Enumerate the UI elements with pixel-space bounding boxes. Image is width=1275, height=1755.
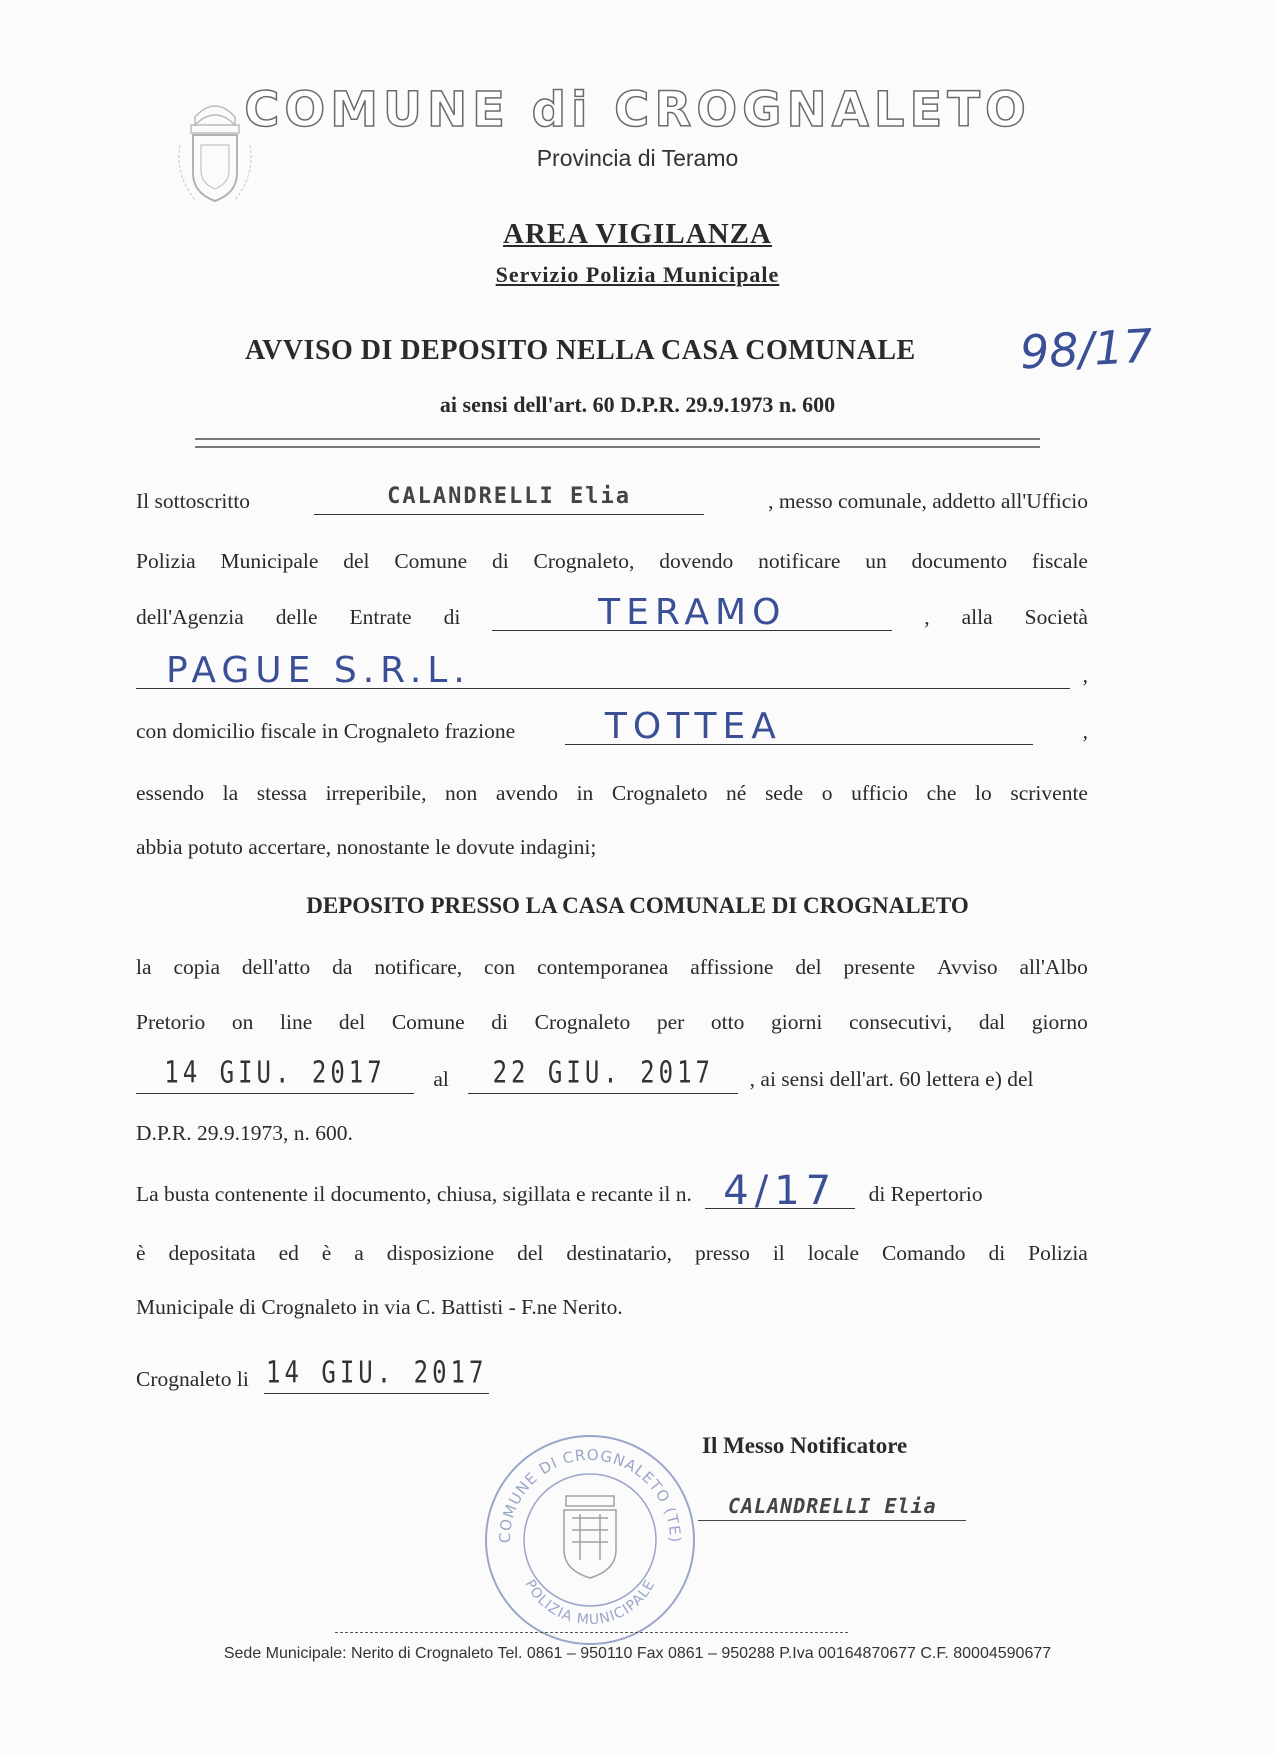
body-word: Crognaleto, <box>533 549 635 573</box>
body-word: del <box>795 955 822 979</box>
body-line-4: PAGUE S.R.L. , <box>136 660 1088 690</box>
frazione-field: TOTTEA <box>565 716 1033 745</box>
body-word: per <box>656 1010 685 1034</box>
body-word: giorni <box>770 1010 823 1034</box>
date-to-field: 22 GIU. 2017 <box>468 1065 738 1094</box>
body-word: affissione <box>690 955 774 979</box>
body-word: del <box>338 1010 366 1034</box>
body-word: dal <box>978 1010 1006 1034</box>
body-line-11: D.P.R. 29.9.1973, n. 600. <box>136 1121 353 1145</box>
body-word: on <box>231 1010 254 1034</box>
stamp-emblem-icon <box>564 1496 616 1578</box>
body-line-8 <box>136 952 1088 982</box>
body-word: Comune <box>391 1010 465 1034</box>
body-word: non <box>445 781 478 805</box>
body-word: è <box>136 1241 146 1265</box>
place-date-field: 14 GIU. 2017 <box>264 1365 489 1394</box>
messo-name-field: CALANDRELLI Elia <box>314 486 704 515</box>
body-word: a <box>354 1241 364 1265</box>
body-word: otto <box>710 1010 745 1034</box>
body-word: Polizia <box>136 549 196 573</box>
official-stamp <box>480 1430 700 1650</box>
body-word: lo <box>975 781 992 805</box>
body-line-14: Municipale di Crognaleto in via C. Battisti - F.ne Nerito. <box>136 1295 623 1319</box>
body-word: locale <box>807 1241 860 1265</box>
deposit-heading: DEPOSITO PRESSO LA CASA COMUNALE DI CROGNALETO <box>306 893 969 918</box>
body-word: avendo <box>495 781 558 805</box>
body-word: documento <box>911 549 1008 573</box>
signature-name: CALANDRELLI Elia <box>728 1494 937 1518</box>
body-word: essendo <box>136 781 205 805</box>
body-text: , messo comunale, addetto all'Ufficio <box>768 489 1088 513</box>
body-word: con <box>484 955 516 979</box>
page-title: COMUNE di CROGNALETO <box>244 82 1031 138</box>
date-from-field: 14 GIU. 2017 <box>136 1065 414 1094</box>
body-line-2 <box>136 546 1088 576</box>
body-word: notificare <box>758 549 841 573</box>
body-word: da <box>332 955 353 979</box>
body-word: destinatario, <box>566 1241 673 1265</box>
body-word: scrivente <box>1010 781 1088 805</box>
body-word: in <box>576 781 594 805</box>
body-word: di <box>491 1010 509 1034</box>
stamp-bottom-text: POLIZIA MUNICIPALE <box>521 1577 659 1629</box>
body-word: del <box>517 1241 544 1265</box>
body-word: dell'atto <box>241 955 311 979</box>
body-word: presente <box>843 955 916 979</box>
body-line-10: 14 GIU. 2017 al 22 GIU. 2017 , ai sensi dell'art. 60 lettera e) del <box>136 1064 1088 1094</box>
body-word: giorno <box>1031 1010 1088 1034</box>
place-date-line: Crognaleto li 14 GIU. 2017 <box>136 1364 1088 1394</box>
body-word: Comando <box>881 1241 966 1265</box>
stamp-top-text: COMUNE DI CROGNALETO (TE) <box>495 1445 685 1544</box>
body-line-7: abbia potuto accertare, nonostante le dovute indagini; <box>136 835 597 859</box>
repertorio-field: 4/17 <box>705 1180 855 1209</box>
body-word: Crognaleto <box>611 781 708 805</box>
notice-title: AVVISO DI DEPOSITO NELLA CASA COMUNALE <box>245 335 916 366</box>
body-word: Pretorio <box>136 1010 206 1034</box>
body-word: un <box>865 549 887 573</box>
body-word: il <box>772 1241 785 1265</box>
body-line-6 <box>136 778 1088 808</box>
body-line-1 <box>136 486 1088 516</box>
body-word: Crognaleto <box>534 1010 631 1034</box>
footer-divider <box>335 1632 848 1633</box>
area-title: AREA VIGILANZA <box>503 218 772 250</box>
area-subtitle: Servizio Polizia Municipale <box>495 262 780 287</box>
body-word: depositata <box>168 1241 256 1265</box>
separator <box>195 438 1040 448</box>
body-word: di <box>491 549 509 573</box>
body-word: ufficio <box>851 781 908 805</box>
body-word: presso <box>694 1241 750 1265</box>
signature-line <box>698 1490 966 1521</box>
body-word: disposizione <box>386 1241 495 1265</box>
body-word: ed <box>278 1241 299 1265</box>
company-field: PAGUE S.R.L. <box>136 660 1070 689</box>
body-word: contemporanea <box>536 955 669 979</box>
body-word: la <box>136 955 152 979</box>
body-word: Polizia <box>1028 1241 1088 1265</box>
body-word: sede <box>764 781 804 805</box>
footer-text: Sede Municipale: Nerito di Crognaleto Tel. 0861 – 950110 Fax 0861 – 950288 P.Iva 00164870677 C.F. 80004590677 <box>223 1645 1052 1662</box>
page-subtitle: Provincia di Teramo <box>536 145 739 171</box>
body-word: né <box>726 781 747 805</box>
body-word: Avviso <box>937 955 998 979</box>
body-word: fiscale <box>1031 549 1088 573</box>
body-word: consecutivi, <box>848 1010 953 1034</box>
body-word: irreperibile, <box>325 781 427 805</box>
body-word: notificare, <box>374 955 463 979</box>
body-line-3: dell'Agenzia delle Entrate di TERAMO , alla Società <box>136 592 1088 633</box>
body-word: la <box>222 781 239 805</box>
body-line-13 <box>136 1238 1088 1268</box>
body-word: di <box>988 1241 1006 1265</box>
body-word: line <box>280 1010 313 1034</box>
agency-city-field: TERAMO <box>492 602 892 631</box>
body-word: all'Albo <box>1019 955 1088 979</box>
legal-reference: ai sensi dell'art. 60 D.P.R. 29.9.1973 n. 600 <box>439 392 836 417</box>
body-word: o <box>821 781 833 805</box>
body-word: Comune <box>394 549 468 573</box>
body-line-9 <box>136 1007 1088 1037</box>
body-word: del <box>343 549 370 573</box>
protocol-number: 98/17 <box>1018 318 1154 380</box>
body-word: che <box>926 781 957 805</box>
body-line-5: con domicilio fiscale in Crognaleto frazione TOTTEA , <box>136 706 1088 747</box>
body-line-12: La busta contenente il documento, chiusa, sigillata e recante il n. 4/17 di Repertorio <box>136 1168 983 1214</box>
signature-title: Il Messo Notificatore <box>702 1433 908 1458</box>
body-word: è <box>321 1241 332 1265</box>
body-word: Municipale <box>220 549 319 573</box>
body-word: dovendo <box>659 549 734 573</box>
body-text: Il sottoscritto <box>136 489 251 513</box>
body-word: copia <box>173 955 220 979</box>
body-word: stessa <box>256 781 307 805</box>
